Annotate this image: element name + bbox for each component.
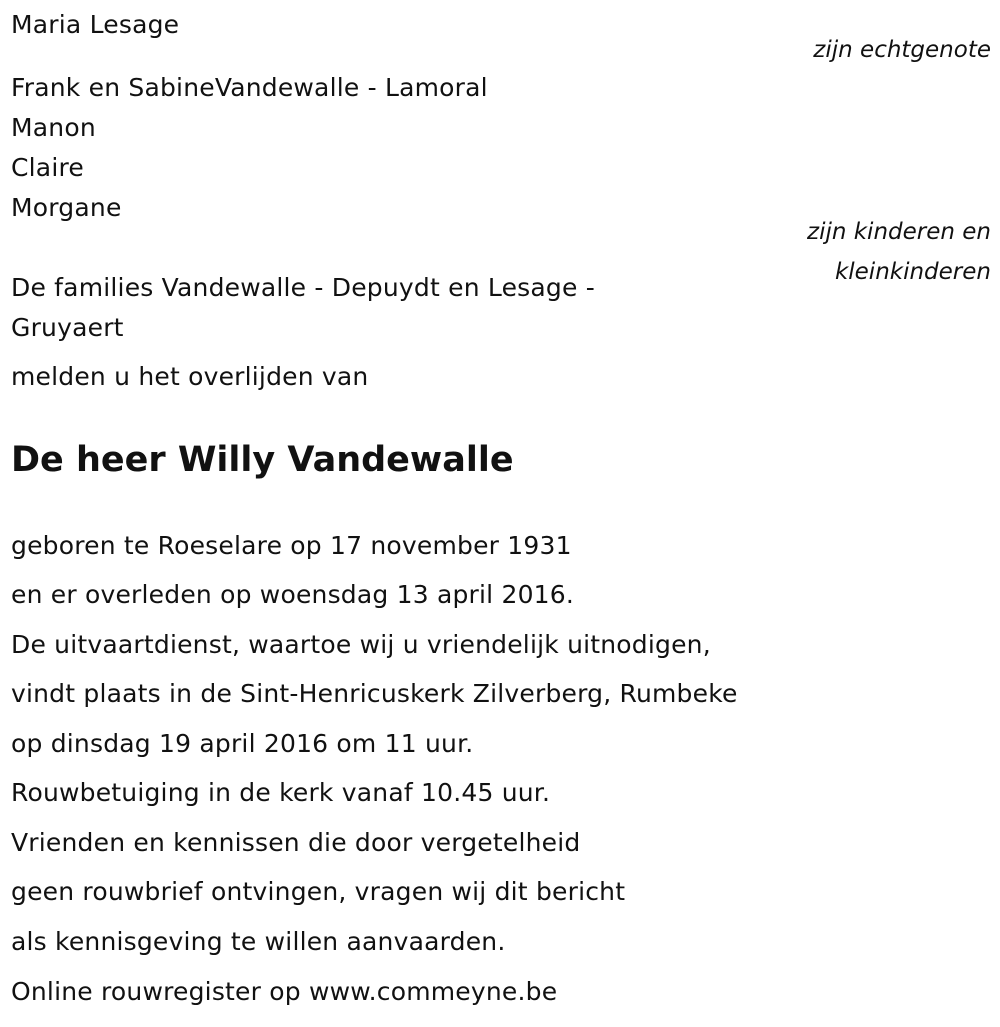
- families-line-continued: Gruyaert: [11, 313, 124, 342]
- announcement-intro: melden u het overlijden van: [11, 362, 369, 391]
- online-register-line: Online rouwregister op www.commeyne.be: [11, 977, 558, 1006]
- child-name: Frank en SabineVandewalle - Lamoral: [11, 73, 488, 102]
- detail-line: vindt plaats in de Sint-Henricuskerk Zilverberg, Rumbeke: [11, 679, 738, 708]
- detail-line: Vrienden en kennissen die door vergetelheid: [11, 828, 581, 857]
- detail-line: op dinsdag 19 april 2016 om 11 uur.: [11, 729, 474, 758]
- child-name: Manon: [11, 113, 96, 142]
- families-line: De families Vandewalle - Depuydt en Lesage -: [11, 273, 595, 302]
- detail-line: als kennisgeving te willen aanvaarden.: [11, 927, 506, 956]
- children-role-continued: kleinkinderen: [834, 259, 991, 285]
- deceased-name: De heer Willy Vandewalle: [11, 440, 514, 480]
- detail-line: geen rouwbrief ontvingen, vragen wij dit bericht: [11, 877, 626, 906]
- child-name: Morgane: [11, 193, 122, 222]
- detail-line: De uitvaartdienst, waartoe wij u vriendelijk uitnodigen,: [11, 630, 711, 659]
- detail-line: geboren te Roeselare op 17 november 1931: [11, 531, 572, 560]
- children-role: zijn kinderen en: [807, 219, 991, 245]
- detail-line: en er overleden op woensdag 13 april 2016.: [11, 580, 575, 609]
- spouse-role: zijn echtgenote: [813, 37, 991, 63]
- detail-line: Rouwbetuiging in de kerk vanaf 10.45 uur.: [11, 778, 551, 807]
- spouse-name: Maria Lesage: [11, 10, 180, 39]
- child-name: Claire: [11, 153, 84, 182]
